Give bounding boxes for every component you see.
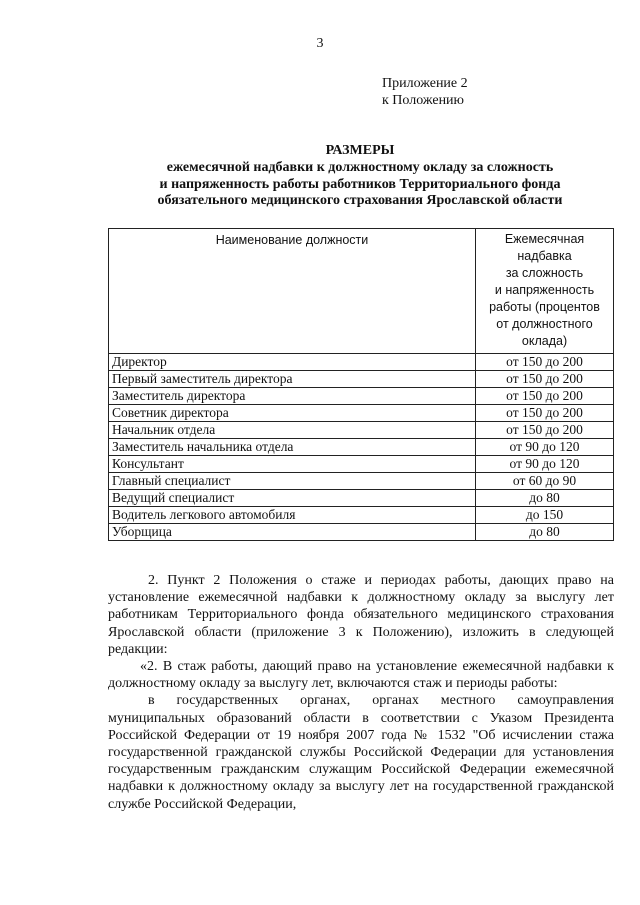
document-subtitle <box>100 160 620 210</box>
table-row <box>109 371 614 388</box>
header-position-name: Наименование должности <box>109 229 476 354</box>
header-line: Ежемесячная <box>504 232 585 246</box>
table-row <box>109 354 614 371</box>
paragraph-quoted-clause: «2. В стаж работы, дающий право на установление ежемесячной надбавки к должностному окладу за выслугу лет, включаются стаж и периоды работы: <box>108 659 614 692</box>
table-row <box>109 388 614 405</box>
position-cell: Водитель легкового автомобиля <box>109 507 476 524</box>
paragraph-amendment: 2. Пункт 2 Положения о стаже и периодах работы, дающих право на установление ежемесячной надбавки к должностному окладу за выслугу лет работникам Территориального фонда обязательного медицинского страхования Ярославской области (приложение 3 к Положению), изложить в следующей редакции: <box>108 573 614 657</box>
appendix-line-1: Приложение 2 <box>382 76 468 91</box>
document-body <box>108 572 614 813</box>
document-title: РАЗМЕРЫ <box>325 143 395 158</box>
position-cell: Главный специалист <box>109 473 476 490</box>
allowance-cell: от 90 до 120 <box>476 456 614 473</box>
allowance-cell: до 150 <box>476 507 614 524</box>
position-cell: Начальник отдела <box>109 422 476 439</box>
allowance-table <box>108 228 614 541</box>
header-line: надбавка <box>517 249 572 263</box>
position-cell: Консультант <box>109 456 476 473</box>
allowance-cell: до 80 <box>476 524 614 541</box>
allowance-cell: от 150 до 200 <box>476 354 614 371</box>
table-row <box>109 456 614 473</box>
header-line: работы (процентов <box>489 300 600 314</box>
allowance-cell: от 60 до 90 <box>476 473 614 490</box>
page-number: 3 <box>316 36 324 51</box>
table-row <box>109 422 614 439</box>
allowance-cell: от 90 до 120 <box>476 439 614 456</box>
position-cell: Уборщица <box>109 524 476 541</box>
appendix-reference <box>382 75 468 109</box>
header-line: от должностного <box>496 317 593 331</box>
allowance-cell: от 150 до 200 <box>476 405 614 422</box>
table-row <box>109 524 614 541</box>
subtitle-line-2: и напряженность работы работников Территориального фонда <box>159 176 561 192</box>
appendix-line-2: к Положению <box>382 93 465 108</box>
table-row <box>109 490 614 507</box>
allowance-cell: от 150 до 200 <box>476 388 614 405</box>
table-row <box>109 405 614 422</box>
position-cell: Советник директора <box>109 405 476 422</box>
paragraph-state-bodies: в государственных органах, органах местного самоуправления муниципальных образований области в соответствии с Указом Президента Российской Федерации от 19 ноября 2007 года № 1532 "Об исчислении стажа государственной гражданской службы Российской Федерации для установления государственным гражданским служащим Российской Федерации ежемесячной надбавки к должностному окладу за выслугу лет на государственной гражданской службе Российской Федерации, <box>108 693 614 812</box>
table-row <box>109 439 614 456</box>
table-header-row <box>109 229 614 354</box>
table-row <box>109 473 614 490</box>
position-cell: Заместитель директора <box>109 388 476 405</box>
header-line: и напряженность <box>494 283 595 297</box>
position-cell: Директор <box>109 354 476 371</box>
position-cell: Ведущий специалист <box>109 490 476 507</box>
position-cell: Первый заместитель директора <box>109 371 476 388</box>
allowance-cell: от 150 до 200 <box>476 371 614 388</box>
allowance-cell: от 150 до 200 <box>476 422 614 439</box>
header-allowance-percent <box>476 229 614 354</box>
subtitle-line-1: ежемесячной надбавки к должностному окладу за сложность <box>166 160 554 175</box>
allowance-cell: до 80 <box>476 490 614 507</box>
header-line: за сложность <box>505 266 584 280</box>
header-line: оклада) <box>521 334 568 348</box>
subtitle-line-3: обязательного медицинского страхования Ярославской области <box>157 193 563 208</box>
position-cell: Заместитель начальника отдела <box>109 439 476 456</box>
table-row <box>109 507 614 524</box>
